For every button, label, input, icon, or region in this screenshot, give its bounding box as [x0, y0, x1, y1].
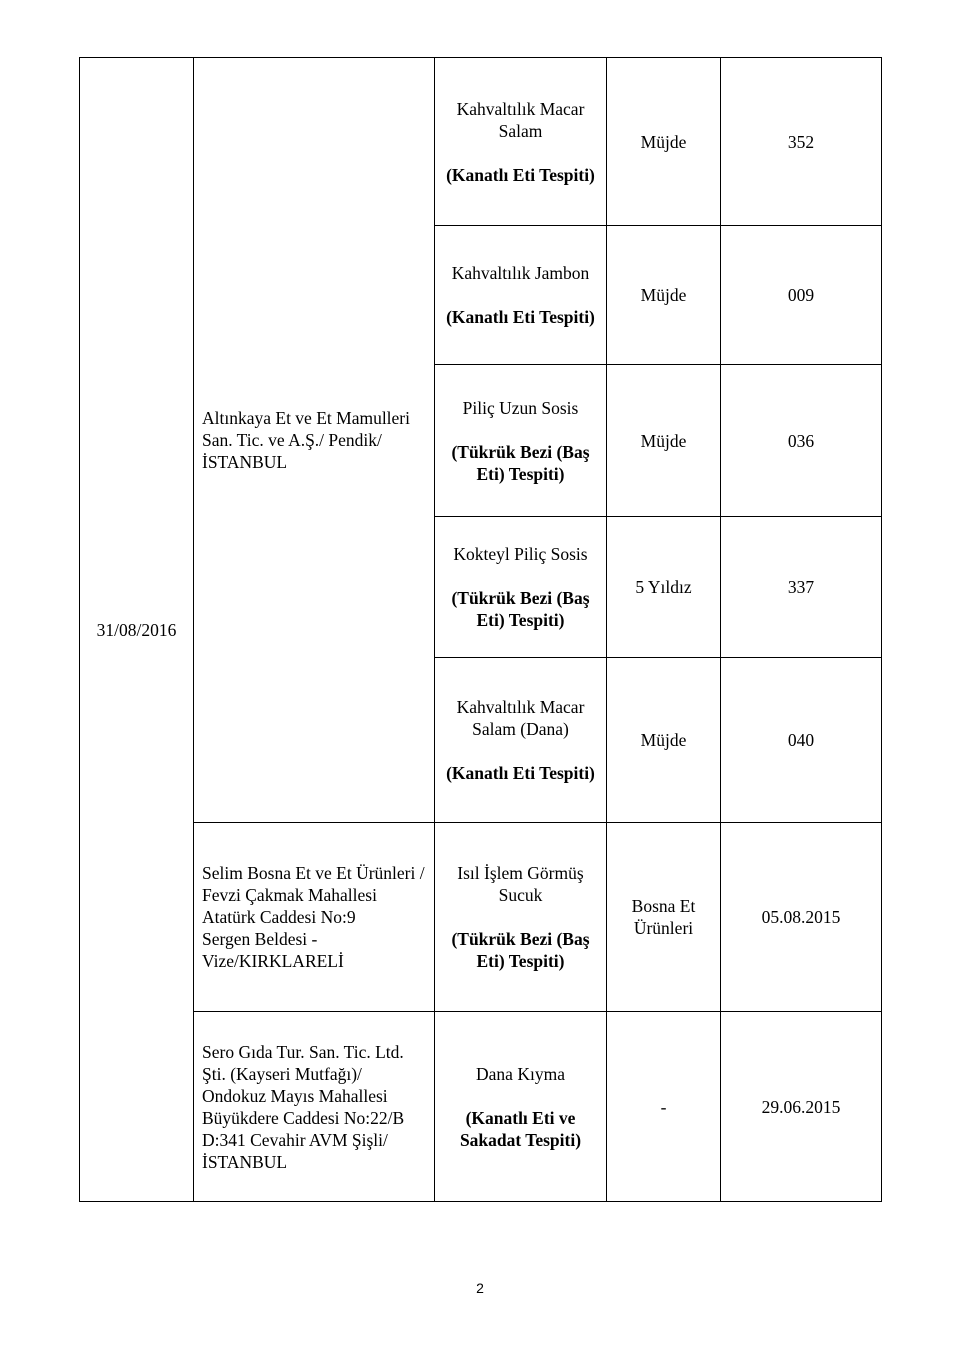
- product-cell: [435, 1012, 607, 1202]
- finding-label: (Tükrük Bezi (Baş Eti) Tespiti): [451, 441, 590, 484]
- firm-cell: [194, 58, 435, 823]
- finding-label: (Kanatlı Eti Tespiti): [446, 164, 595, 185]
- lot-cell: 352: [721, 58, 882, 226]
- product-name: Kokteyl Piliç Sosis: [453, 544, 588, 564]
- finding-label: (Kanatlı Eti Tespiti): [446, 307, 595, 327]
- lot-cell: 036: [721, 365, 882, 517]
- product-cell: [435, 226, 607, 365]
- lot-cell: 29.06.2015: [721, 1012, 882, 1202]
- product-cell: [435, 658, 607, 823]
- brand-cell: Müjde: [607, 658, 721, 823]
- date-cell: 31/08/2016: [80, 58, 194, 1202]
- lot-cell: 040: [721, 658, 882, 823]
- finding-label: (Tükrük Bezi (Baş Eti) Tespiti): [451, 929, 590, 971]
- product-name: Dana Kıyma: [476, 1063, 565, 1084]
- product-name: Kahvaltılık Macar Salam (Dana): [456, 697, 585, 739]
- finding-label: (Kanatlı Eti Tespiti): [446, 763, 595, 783]
- brand-cell: 5 Yıldız: [607, 517, 721, 658]
- brand-cell: Müjde: [607, 58, 721, 226]
- firm-name: Selim Bosna Et ve Et Ürünleri / Fevzi Çakmak Mahallesi Atatürk Caddesi No:9 Sergen Beldesi - Vize/KIRKLARELİ: [202, 863, 425, 971]
- brand-cell: Müjde: [607, 365, 721, 517]
- brand-cell: Bosna Et Ürünleri: [607, 823, 721, 1012]
- product-name: Kahvaltılık Macar Salam: [456, 98, 585, 141]
- lot-cell: 009: [721, 226, 882, 365]
- product-cell: [435, 365, 607, 517]
- firm-cell: [194, 823, 435, 1012]
- firm-cell: [194, 1012, 435, 1202]
- firm-name: Sero Gıda Tur. San. Tic. Ltd. Şti. (Kayseri Mutfağı)/ Ondokuz Mayıs Mahallesi Büyükdere Caddesi No:22/B D:341 Cevahir AVM Şişli/İSTANBUL: [202, 1041, 405, 1172]
- lot-cell: 337: [721, 517, 882, 658]
- lot-cell: 05.08.2015: [721, 823, 882, 1012]
- finding-label: (Tükrük Bezi (Baş Eti) Tespiti): [451, 588, 590, 630]
- product-cell: [435, 823, 607, 1012]
- product-name: Kahvaltılık Jambon: [451, 263, 590, 283]
- table-row: [80, 1012, 882, 1202]
- firm-name: Altınkaya Et ve Et Mamulleri San. Tic. ve A.Ş./ Pendik/İSTANBUL: [202, 408, 411, 472]
- product-name: Isıl İşlem Görmüş Sucuk: [457, 863, 584, 905]
- brand-cell: -: [607, 1012, 721, 1202]
- product-cell: [435, 58, 607, 226]
- product-cell: [435, 517, 607, 658]
- brand-cell: Müjde: [607, 226, 721, 365]
- finding-label: (Kanatlı Eti ve Sakadat Tespiti): [459, 1107, 582, 1150]
- inspection-table: [79, 57, 882, 1202]
- product-name: Piliç Uzun Sosis: [462, 397, 579, 418]
- table-row: [80, 58, 882, 226]
- page-number: 2: [476, 1280, 484, 1296]
- table-row: [80, 823, 882, 1012]
